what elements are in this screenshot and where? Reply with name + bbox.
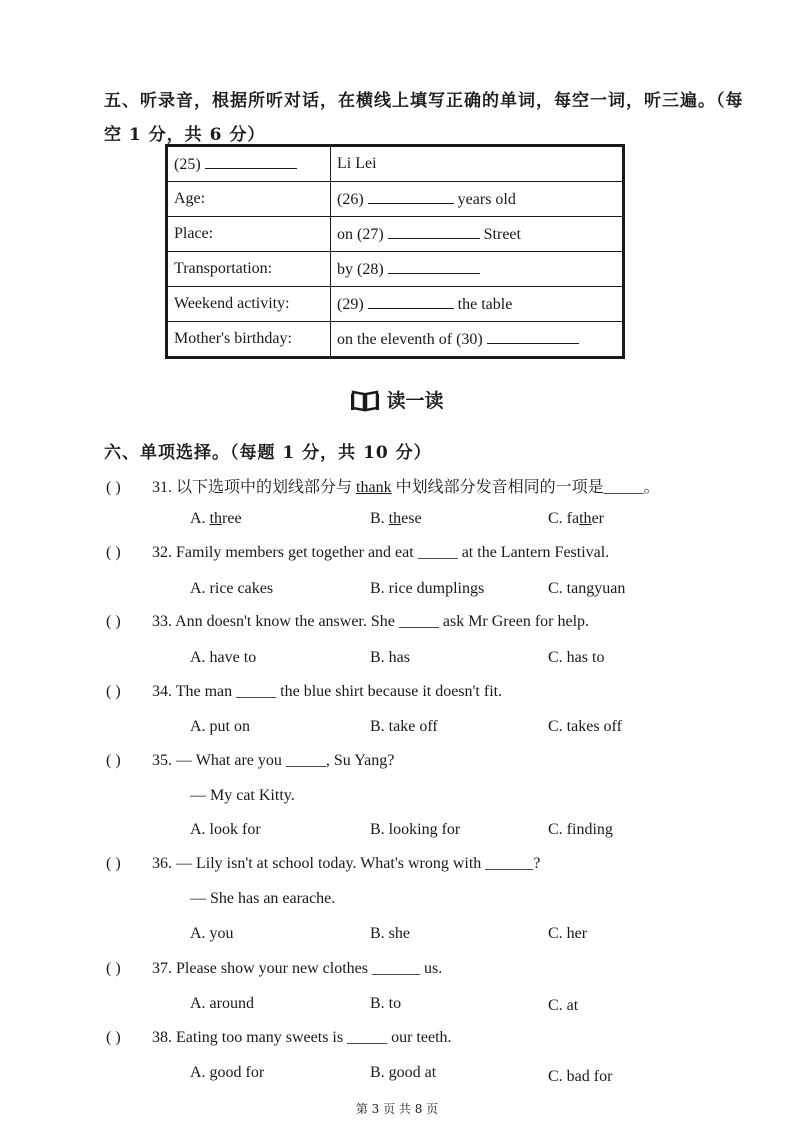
- answer-paren[interactable]: ( ): [106, 479, 121, 496]
- question-number-26: (26): [337, 191, 364, 208]
- question-32: ( ) 32. Family members get together and eat _____ at the Lantern Festival.: [106, 544, 610, 561]
- row-prefix: by: [337, 261, 353, 278]
- question-stem: Ann doesn't know the answer. She _____ ask Mr Green for help.: [175, 613, 590, 630]
- question-number-25: (25): [174, 156, 201, 173]
- question-33: ( ) 33. Ann doesn't know the answer. She _____ ask Mr Green for help.: [106, 613, 590, 630]
- option-c[interactable]: C. bad for: [548, 1068, 613, 1085]
- table-cell: [167, 252, 331, 287]
- row-label-place: Place:: [174, 225, 214, 242]
- reading-heading-text: 读一读: [386, 390, 444, 412]
- listening-table: [165, 144, 625, 359]
- row-label-weekend-activity: Weekend activity:: [174, 295, 290, 312]
- row-suffix: Street: [483, 226, 521, 243]
- option-a[interactable]: A. around: [190, 995, 254, 1012]
- option-a[interactable]: A. three: [190, 510, 242, 527]
- table-cell: [331, 287, 624, 322]
- option-b[interactable]: B. looking for: [370, 821, 461, 838]
- question-number-28: (28): [357, 261, 384, 278]
- row-suffix: the table: [457, 296, 513, 313]
- row-suffix: years old: [457, 191, 516, 208]
- question-stem: Please show your new clothes ______ us.: [176, 960, 443, 977]
- question-36: ( ) 36. — Lily isn't at school today. What's wrong with ______?: [106, 855, 541, 872]
- table-cell: [167, 322, 331, 358]
- question-number-29: (29): [337, 296, 364, 313]
- answer-blank-29[interactable]: [368, 294, 454, 309]
- table-row: [167, 287, 624, 322]
- option-c[interactable]: C. has to: [548, 649, 605, 666]
- question-stem-reply: — She has an earache.: [190, 890, 336, 907]
- option-b[interactable]: B. good at: [370, 1064, 437, 1081]
- table-row: [167, 217, 624, 252]
- name-value: Li Lei: [337, 155, 377, 172]
- option-a[interactable]: A. look for: [190, 821, 261, 838]
- question-31: [106, 474, 660, 497]
- option-c[interactable]: C. tangyuan: [548, 580, 626, 597]
- row-label-mothers-birthday: Mother's birthday:: [174, 330, 292, 347]
- row-label-age: Age:: [174, 190, 206, 207]
- option-c[interactable]: C. at: [548, 997, 579, 1014]
- answer-blank-27[interactable]: [388, 224, 480, 239]
- table-row: [167, 322, 624, 358]
- question-35: ( ) 35. — What are you _____, Su Yang?: [106, 752, 395, 769]
- reading-heading: [0, 386, 794, 417]
- option-c[interactable]: C. takes off: [548, 718, 622, 735]
- table-cell: [167, 287, 331, 322]
- question-34: ( ) 34. The man _____ the blue shirt because it doesn't fit.: [106, 683, 503, 700]
- question-number-30: (30): [456, 331, 483, 348]
- table-cell: [331, 322, 624, 358]
- option-c[interactable]: C. finding: [548, 821, 613, 838]
- table-row: [167, 146, 624, 182]
- table-cell: [331, 252, 624, 287]
- option-b[interactable]: B. she: [370, 925, 410, 942]
- answer-blank-30[interactable]: [487, 329, 579, 344]
- answer-blank-28[interactable]: [388, 259, 480, 274]
- open-book-icon: [350, 388, 380, 417]
- section5-title-line1: 五、听录音，根据所听对话，在横线上填写正确的单词，每空一词，听三遍。（每: [104, 91, 744, 111]
- question-stem: The man _____ the blue shirt because it doesn't fit.: [175, 683, 503, 700]
- page-number: 第 3 页 共 8 页: [355, 1102, 439, 1116]
- answer-blank-26[interactable]: [368, 189, 454, 204]
- question-number-27: (27): [357, 226, 384, 243]
- question-37: ( ) 37. Please show your new clothes ______ us.: [106, 960, 443, 977]
- answer-blank-25[interactable]: [205, 154, 297, 169]
- table-cell: [167, 146, 331, 182]
- option-a[interactable]: A. have to: [190, 649, 257, 666]
- answer-paren[interactable]: ( ): [106, 613, 121, 630]
- table-row: [167, 252, 624, 287]
- table-cell: [331, 146, 624, 182]
- table-cell: [331, 182, 624, 217]
- section5-title-line2: 空 1 分，共 6 分）: [104, 125, 266, 145]
- question-stem: Family members get together and eat _____ at the Lantern Festival.: [176, 544, 610, 561]
- question-stem: Eating too many sweets is _____ our teeth.: [176, 1029, 452, 1046]
- question-stem: — What are you _____, Su Yang?: [176, 752, 395, 769]
- option-b[interactable]: B. these: [370, 510, 422, 527]
- table-cell: [167, 217, 331, 252]
- question-stem-reply: — My cat Kitty.: [190, 787, 295, 804]
- answer-paren[interactable]: ( ): [106, 752, 121, 769]
- option-c[interactable]: C. father: [548, 510, 604, 527]
- answer-paren[interactable]: ( ): [106, 960, 121, 977]
- option-a[interactable]: A. put on: [190, 718, 250, 735]
- option-a[interactable]: A. rice cakes: [190, 580, 274, 597]
- option-a[interactable]: A. you: [190, 925, 234, 942]
- row-prefix: on: [337, 226, 353, 243]
- row-prefix: on the eleventh of: [337, 331, 453, 348]
- question-38: ( ) 38. Eating too many sweets is _____ our teeth.: [106, 1029, 452, 1046]
- answer-paren[interactable]: ( ): [106, 855, 121, 872]
- option-b[interactable]: B. take off: [370, 718, 438, 735]
- option-a[interactable]: A. good for: [190, 1064, 265, 1081]
- table-cell: [331, 217, 624, 252]
- answer-paren[interactable]: ( ): [106, 1029, 121, 1046]
- answer-paren[interactable]: ( ): [106, 683, 121, 700]
- answer-paren[interactable]: ( ): [106, 544, 121, 561]
- option-b[interactable]: B. to: [370, 995, 402, 1012]
- option-b[interactable]: B. has: [370, 649, 410, 666]
- question-stem: 31. 以下选项中的划线部分与 thank 中划线部分发音相同的一项是_____。: [152, 479, 660, 496]
- section6-title: 六、单项选择。（每题 1 分，共 10 分）: [104, 443, 432, 463]
- row-label-transportation: Transportation:: [174, 260, 273, 277]
- table-cell: [167, 182, 331, 217]
- option-b[interactable]: B. rice dumplings: [370, 580, 485, 597]
- question-stem: — Lily isn't at school today. What's wrong with ______?: [176, 855, 541, 872]
- underlined-word: thank: [356, 479, 392, 496]
- option-c[interactable]: C. her: [548, 925, 588, 942]
- table-row: [167, 182, 624, 217]
